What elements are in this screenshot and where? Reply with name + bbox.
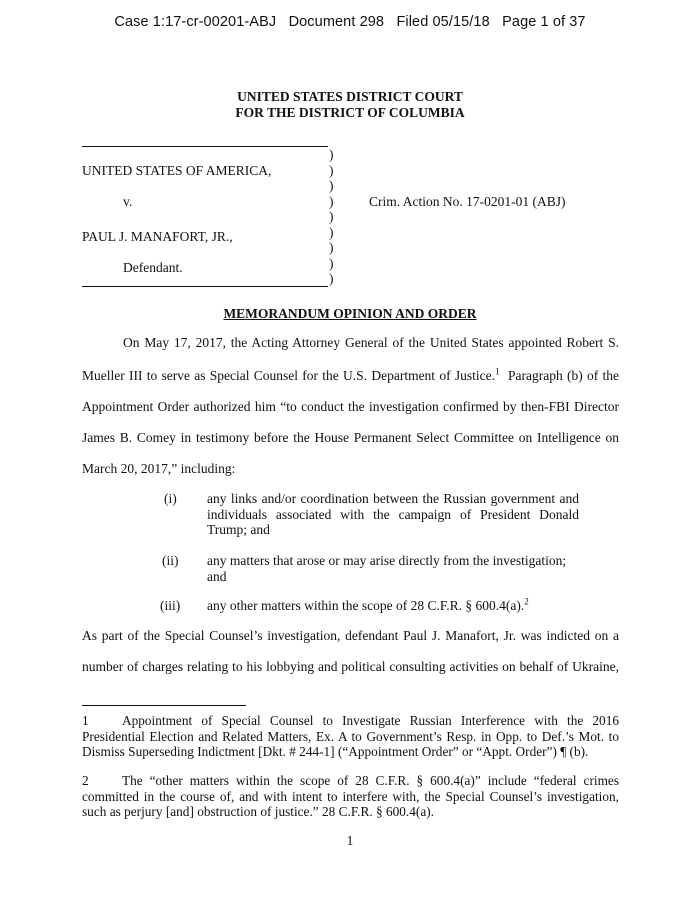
caption-paren-column: ) ) ) ) ) ) ) ) ) bbox=[329, 147, 334, 286]
document-title: MEMORANDUM OPINION AND ORDER bbox=[223, 306, 477, 321]
list-item-3-text: any other matters within the scope of 28 C.F.R. § 600.4(a). bbox=[207, 598, 525, 613]
list-item-text: any links and/or coordination between the Russian government and individuals associated with the campaign of President Donald Trump; and bbox=[207, 491, 579, 537]
footnote-ref-2[interactable]: 2 bbox=[524, 596, 529, 607]
caption-top-rule bbox=[82, 146, 328, 147]
body-line-1: On May 17, 2017, the Acting Attorney General of the United States appointed Robert S. bbox=[123, 335, 619, 350]
footnote-1-number: 1 bbox=[82, 713, 89, 728]
footnote-1 bbox=[82, 713, 619, 760]
body-line-7: number of charges relating to his lobbying and political consulting activities on behalf of Ukraine, bbox=[82, 659, 619, 674]
body-line-6: As part of the Special Counsel’s investigation, defendant Paul J. Manafort, Jr. was indicted on a bbox=[82, 628, 619, 643]
caption-versus: v. bbox=[123, 194, 133, 209]
list-item-text bbox=[207, 598, 579, 614]
court-name-line1: UNITED STATES DISTRICT COURT bbox=[237, 89, 463, 104]
body-line-2-text: Mueller III to serve as Special Counsel for the U.S. Department of Justice. bbox=[82, 368, 495, 383]
footnote-ref-1[interactable]: 1 bbox=[494, 366, 500, 377]
caption-bottom-rule bbox=[82, 286, 328, 287]
case-header: Case 1:17-cr-00201-ABJ Document 298 Filed 05/15/18 Page 1 of 37 bbox=[114, 14, 586, 30]
footnote-1-text: Appointment of Special Counsel to Investigate Russian Interference with the 2016 Presidential Election and Related Matters, Ex. A to Government’s Resp. in Opp. to Def.’s Mot. to Dismiss Superseding Indictment [Dkt. # 244-1] (“Appointment Order” or “Appt. Order”) ¶ (b). bbox=[82, 713, 619, 759]
list-item-number: (ii) bbox=[162, 553, 179, 568]
body-line-2 bbox=[82, 368, 619, 384]
caption-defendant-name: PAUL J. MANAFORT, JR., bbox=[82, 229, 233, 244]
court-name-line2: FOR THE DISTRICT OF COLUMBIA bbox=[235, 105, 465, 120]
body-line-5: March 20, 2017,” including: bbox=[82, 461, 236, 476]
footnote-2-text: The “other matters within the scope of 28 C.F.R. § 600.4(a)” include “federal crimes committed in the course of, and with intent to interfere with, the Special Counsel’s investigation, such as perjury [and] obstruction of justice.” 28 C.F.R. § 600.4(a). bbox=[82, 773, 619, 819]
caption-plaintiff: UNITED STATES OF AMERICA, bbox=[82, 163, 272, 178]
footnote-2-number: 2 bbox=[82, 773, 89, 788]
caption-defendant-label: Defendant. bbox=[123, 260, 183, 275]
list-item-number: (i) bbox=[164, 491, 177, 506]
body-line-4: James B. Comey in testimony before the House Permanent Select Committee on Intelligence on bbox=[82, 430, 619, 445]
list-item-number: (iii) bbox=[160, 598, 181, 613]
body-line-2-tail: Paragraph (b) of the bbox=[499, 368, 619, 383]
page-number: 1 bbox=[346, 833, 354, 848]
footnote-2 bbox=[82, 773, 619, 820]
list-item-text: any matters that arose or may arise directly from the investigation; and bbox=[207, 553, 567, 584]
caption-action-number: Crim. Action No. 17-0201-01 (ABJ) bbox=[369, 194, 566, 209]
body-line-3: Appointment Order authorized him “to conduct the investigation confirmed by then-FBI Director bbox=[82, 399, 619, 414]
footnote-separator bbox=[82, 705, 246, 706]
